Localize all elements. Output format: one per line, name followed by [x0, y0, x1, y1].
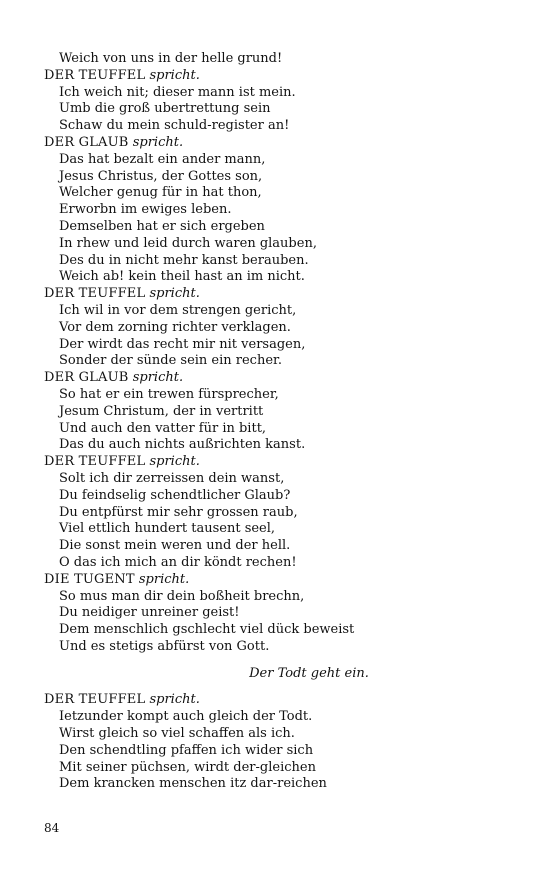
verse-line: In rhew und leid durch waren glauben, [59, 235, 317, 251]
verse-line: Ich wil in vor dem strengen gericht, [59, 302, 297, 318]
verse-line: Des du in nicht mehr kanst berauben. [59, 252, 309, 268]
verse-line: Welcher genug für in hat thon, [59, 185, 262, 201]
verse-line: Wirst gleich so viel schaffen als ich. [59, 726, 295, 742]
verse-line: Umb die groß ubertrettung sein [59, 101, 271, 117]
verse-line: So hat er ein trewen fürsprecher, [59, 386, 279, 402]
verse-line: Viel ettlich hundert tausent seel, [59, 521, 276, 537]
verse-line: Demselben hat er sich ergeben [59, 218, 265, 234]
speaker-name: DIE TUGENT [44, 571, 135, 587]
verse-line: Dem krancken menschen itz dar-reichen [59, 776, 327, 792]
play-text [44, 51, 514, 793]
verse-line: Mit seiner püchsen, wirdt der-gleichen [59, 759, 316, 775]
verse-line: Ich weich nit; dieser mann ist mein. [59, 84, 296, 100]
speaker-heading [44, 454, 514, 471]
verse-line: Ietzunder kompt auch gleich der Todt. [59, 709, 313, 725]
speaker-verb: spricht. [149, 454, 200, 470]
speaker-heading [44, 370, 514, 387]
verse-line: Und es stetigs abfürst von Gott. [59, 638, 270, 654]
speaker-name: DER TEUFFEL [44, 67, 146, 83]
verse-line: Vor dem zorning richter verklagen. [59, 319, 291, 335]
speaker-heading [44, 135, 514, 152]
verse-line: Dem menschlich gschlecht viel dück beweist [59, 622, 355, 638]
verse-line: Das hat bezalt ein ander mann, [59, 151, 266, 167]
verse-line: So mus man dir dein boßheit brechn, [59, 588, 305, 604]
speaker-name: DER TEUFFEL [44, 692, 146, 708]
verse-line: Sonder der sünde sein ein recher. [59, 353, 282, 369]
speaker-verb: spricht. [138, 571, 190, 587]
verse-line: Und auch den vatter für in bitt, [59, 420, 267, 436]
stage-direction: Der Todt geht ein. [249, 665, 369, 681]
speaker-heading [44, 68, 514, 85]
speaker-name: DER TEUFFEL [44, 286, 146, 302]
verse-line: Du feindselig schendtlicher Glaub? [59, 487, 291, 503]
speaker-verb: spricht. [149, 286, 200, 302]
speaker-name: DER GLAUB [44, 370, 129, 386]
speaker-name: DER GLAUB [44, 134, 129, 150]
verse-line: Weich ab! kein theil hast an im nicht. [59, 269, 305, 285]
speaker-verb: spricht. [149, 67, 200, 83]
page-number: 84 [44, 821, 60, 835]
speaker-heading [44, 692, 514, 709]
speaker-verb: spricht. [132, 370, 184, 386]
verse-line: Die sonst mein weren und der hell. [59, 538, 291, 554]
verse-line: Den schendtling pfaffen ich wider sich [59, 742, 314, 758]
speaker-heading [44, 572, 514, 589]
verse-line: Du entpfürst mir sehr grossen raub, [59, 504, 298, 520]
verse-line: Der wirdt das recht mir nit versagen, [59, 336, 306, 352]
verse-line: Jesum Christum, der in vertritt [59, 403, 264, 419]
verse-line: Jesus Christus, der Gottes son, [59, 168, 263, 184]
speaker-heading [44, 286, 514, 303]
verse-line: Das du auch nichts außrichten kanst. [59, 437, 306, 453]
verse-line: O das ich mich an dir köndt rechen! [59, 554, 297, 570]
verse-line: Erworbn im ewiges leben. [59, 202, 232, 218]
speaker-verb: spricht. [149, 692, 200, 708]
verse-line: Schaw du mein schuld-register an! [59, 118, 290, 134]
verse-line: Du neidiger unreiner geist! [59, 605, 240, 621]
verse-line: Weich von uns in der helle grund! [59, 51, 283, 66]
speaker-name: DER TEUFFEL [44, 454, 146, 470]
verse-line: Solt ich dir zerreissen dein wanst, [59, 470, 285, 486]
speaker-verb: spricht. [132, 134, 184, 150]
